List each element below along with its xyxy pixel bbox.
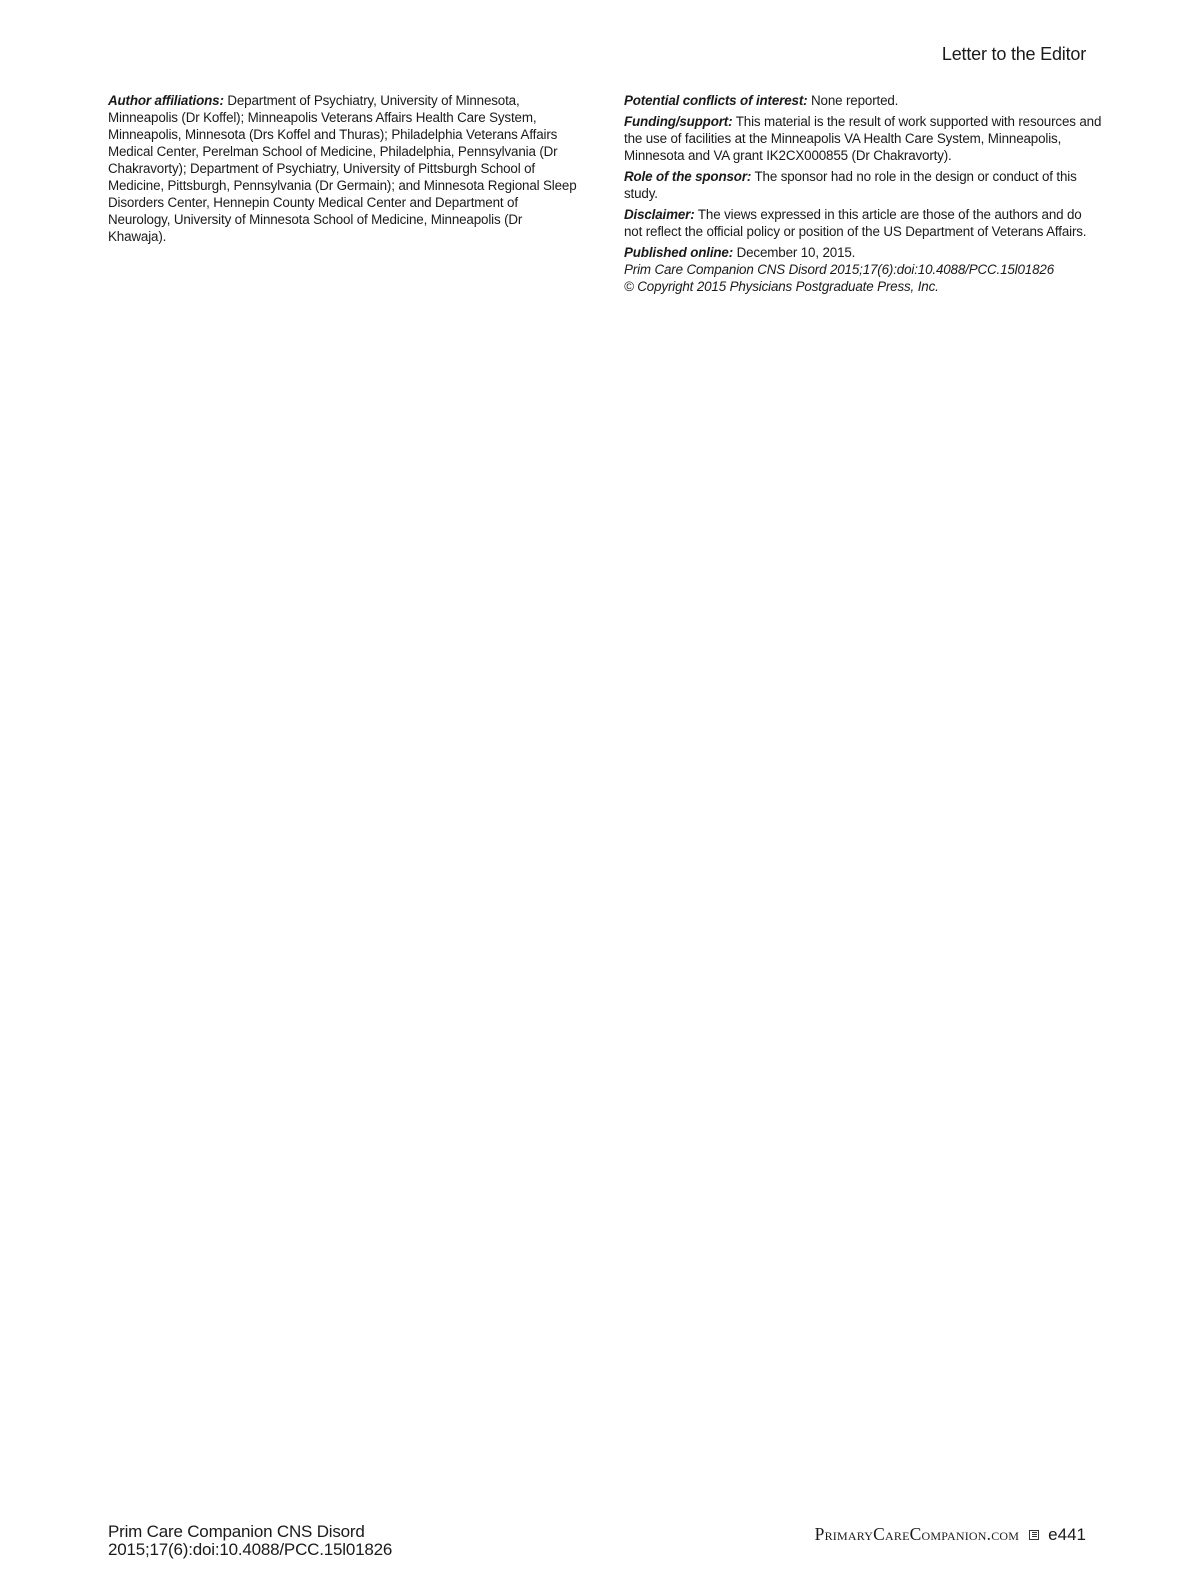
funding-label: Funding/support: <box>624 114 733 129</box>
published-label: Published online: <box>624 245 734 260</box>
conflicts-label: Potential conflicts of interest: <box>624 93 808 108</box>
footer-journal-citation <box>108 1523 392 1559</box>
footer-journal-line2: 2015;17(6):doi:10.4088/PCC.15l01826 <box>108 1540 393 1559</box>
section-header: Letter to the Editor <box>941 44 1086 64</box>
author-affiliations <box>108 92 578 245</box>
left-column <box>108 92 578 249</box>
affiliations-text: Department of Psychiatry, University of Minnesota, Minneapolis (Dr Koffel); Minneapolis Veterans Affairs Health Care System, Minneapolis, Minnesota (Drs Koffel and Thuras); Philadelphia Veterans Affairs Medical Center, Perelman School of Medicine, Philadelphia, Pennsylvania (Dr Chakravorty); Department of Psychiatry, University of Pittsburgh School of Medicine, Pittsburgh, Pennsylvania (Dr Germain); and Minnesota Regional Sleep Disorders Center, Hennepin County Medical Center and Department of Neurology, University of Minnesota School of Medicine, Minneapolis (Dr Khawaja). <box>108 93 577 244</box>
copyright: © Copyright 2015 Physicians Postgraduate Press, Inc. <box>624 279 939 294</box>
funding-text: This material is the result of work supported with resources and the use of facilities at the Minneapolis VA Health Care System, Minneapolis, Minnesota and VA grant IK2CX000855 (Dr Chakravorty). <box>624 114 1102 163</box>
affiliations-label: Author affiliations: <box>108 93 224 108</box>
disclaimer-text: The views expressed in this article are those of the authors and do not reflect the official policy or position of the US Department of Veterans Affairs. <box>624 207 1087 239</box>
page-number: e441 <box>1048 1524 1086 1544</box>
conflicts-text: None reported. <box>807 93 899 108</box>
funding-support <box>624 113 1102 164</box>
footer-site-and-page <box>815 1524 1086 1545</box>
published-text: December 10, 2015. <box>733 245 856 260</box>
citation: Prim Care Companion CNS Disord 2015;17(6):doi:10.4088/PCC.15l01826 <box>624 262 1054 277</box>
published-online <box>624 244 1102 261</box>
footer-journal-line1: Prim Care Companion CNS Disord <box>108 1522 365 1541</box>
square-separator-icon <box>1029 1530 1039 1540</box>
role-of-sponsor <box>624 168 1102 202</box>
sponsor-label: Role of the sponsor: <box>624 169 752 184</box>
footer-website: PrimaryCareCompanion.com <box>814 1524 1020 1544</box>
disclaimer <box>624 206 1102 240</box>
disclaimer-label: Disclaimer: <box>624 207 695 222</box>
sponsor-text: The sponsor had no role in the design or conduct of this study. <box>624 169 1077 201</box>
conflicts-of-interest <box>624 92 1102 109</box>
right-column <box>624 92 1102 295</box>
